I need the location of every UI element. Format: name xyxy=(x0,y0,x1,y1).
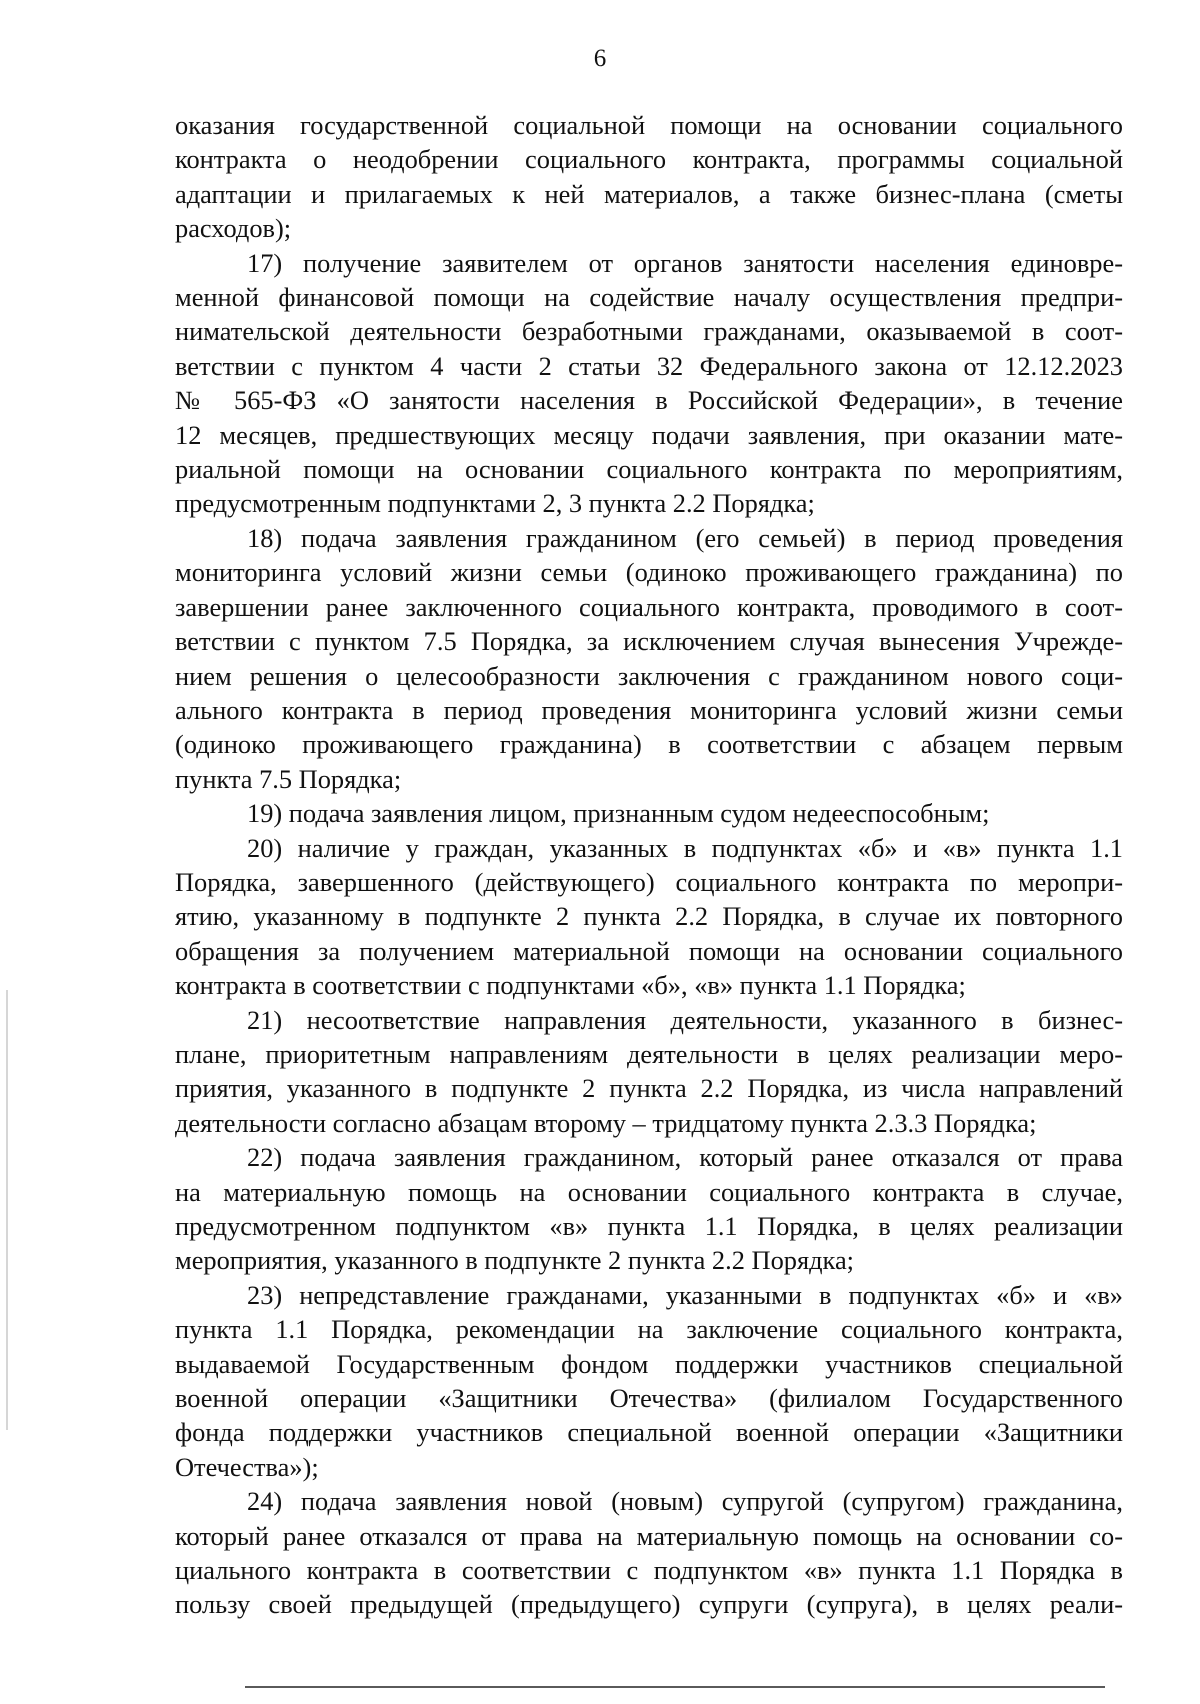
text-line: предусмотренным подпунктами 2, 3 пункта 2.2 Порядка; xyxy=(175,488,815,519)
text-line: мониторинга условий жизни семьи (одиноко проживающего гражданина) по xyxy=(175,557,1123,588)
text-line: ветствии с пунктом 4 части 2 статьи 32 Федерального закона от 12.12.2023 xyxy=(175,350,1123,381)
paragraph-item-18 xyxy=(175,521,1123,796)
paragraph-item-24 xyxy=(175,1484,1123,1622)
paragraph-item-22 xyxy=(175,1140,1123,1278)
text-line: обращения за получением материальной помощи на основании социального xyxy=(175,935,1123,966)
text-line: 12 месяцев, предшествующих месяцу подачи заявления, при оказании мате- xyxy=(175,419,1123,450)
text-line: плане, приоритетным направлениям деятельности в целях реализации меро- xyxy=(175,1038,1123,1069)
text-line: выдаваемой Государственным фондом поддержки участников специальной xyxy=(175,1348,1123,1379)
paragraph-item-21 xyxy=(175,1003,1123,1141)
text-line: военной операции «Защитники Отечества» (филиалом Государственного xyxy=(175,1383,1123,1414)
text-line: приятия, указанного в подпункте 2 пункта 2.2 Порядка, из числа направлений xyxy=(175,1073,1123,1104)
text-line: который ранее отказался от права на материальную помощь на основании со- xyxy=(175,1520,1123,1551)
text-line: оказания государственной социальной помощи на основании социального xyxy=(175,110,1123,140)
paragraph-item-17 xyxy=(175,246,1123,521)
text-line: предусмотренном подпунктом «в» пункта 1.1 Порядка, в целях реализации xyxy=(175,1211,1123,1241)
document-body xyxy=(175,108,1123,1622)
text-line: деятельности согласно абзацам второму – тридцатому пункта 2.3.3 Порядка; xyxy=(175,1107,1037,1138)
text-line: 20) наличие у граждан, указанных в подпунктах «б» и «в» пункта 1.1 xyxy=(247,832,1123,863)
text-line: завершении ранее заключенного социального контракта, проводимого в соот- xyxy=(175,591,1123,622)
text-line: риальной помощи на основании социального контракта по мероприятиям, xyxy=(175,454,1123,485)
text-line: Порядка, завершенного (действующего) социального контракта по меропри- xyxy=(175,866,1123,897)
text-line: 19) подача заявления лицом, признанным судом недееспособным; xyxy=(247,798,990,829)
page-number: 6 xyxy=(593,45,607,72)
footer-rule xyxy=(245,1686,1105,1688)
text-line: ятию, указанному в подпункте 2 пункта 2.2 Порядка, в случае их повторного xyxy=(175,901,1123,932)
text-line: мероприятия, указанного в подпункте 2 пункта 2.2 Порядка; xyxy=(175,1245,854,1276)
text-line: № 565-ФЗ «О занятости населения в Российской Федерации», в течение xyxy=(175,385,1123,416)
text-line: ветствии с пунктом 7.5 Порядка, за исключением случая вынесения Учрежде- xyxy=(175,626,1123,657)
text-line: 18) подача заявления гражданином (его семьей) в период проведения xyxy=(247,522,1123,553)
text-line: фонда поддержки участников специальной военной операции «Защитники xyxy=(175,1417,1123,1448)
text-line: пункта 7.5 Порядка; xyxy=(175,763,402,794)
text-line: циального контракта в соответствии с подпунктом «в» пункта 1.1 Порядка в xyxy=(175,1555,1123,1586)
paragraph-item-20 xyxy=(175,831,1123,1003)
text-line: 22) подача заявления гражданином, который ранее отказался от права xyxy=(247,1142,1123,1173)
text-line: 24) подача заявления новой (новым) супругой (супругом) гражданина, xyxy=(247,1486,1123,1517)
text-line: адаптации и прилагаемых к ней материалов, а также бизнес-плана (сметы xyxy=(175,178,1123,209)
paragraph-item-23 xyxy=(175,1278,1123,1484)
text-line: менной финансовой помощи на содействие началу осуществления предпри- xyxy=(175,282,1123,313)
text-line: ального контракта в период проведения мониторинга условий жизни семьи xyxy=(175,694,1123,725)
text-line: 17) получение заявителем от органов занятости населения единовре- xyxy=(247,247,1123,278)
scan-edge-mark xyxy=(6,990,8,1430)
paragraph-item-19 xyxy=(175,796,1123,830)
text-line: контракта о неодобрении социального контракта, программы социальной xyxy=(175,144,1123,175)
paragraph-continuation xyxy=(175,108,1123,246)
text-line: на материальную помощь на основании социального контракта в случае, xyxy=(175,1176,1123,1207)
text-line: пользу своей предыдущей (предыдущего) супруги (супруга), в целях реали- xyxy=(175,1589,1123,1620)
text-line: Отечества»); xyxy=(175,1451,319,1482)
text-line: 21) несоответствие направления деятельности, указанного в бизнес- xyxy=(247,1004,1123,1035)
text-line: 23) непредставление гражданами, указанными в подпунктах «б» и «в» xyxy=(247,1279,1123,1310)
text-line: нием решения о целесообразности заключения с гражданином нового соци- xyxy=(175,660,1123,691)
text-line: расходов); xyxy=(175,213,292,244)
text-line: пункта 1.1 Порядка, рекомендации на заключение социального контракта, xyxy=(175,1314,1123,1345)
text-line: (одиноко проживающего гражданина) в соответствии с абзацем первым xyxy=(175,729,1123,760)
text-line: контракта в соответствии с подпунктами «б», «в» пункта 1.1 Порядка; xyxy=(175,970,966,1001)
text-line: нимательской деятельности безработными гражданами, оказываемой в соот- xyxy=(175,316,1123,347)
